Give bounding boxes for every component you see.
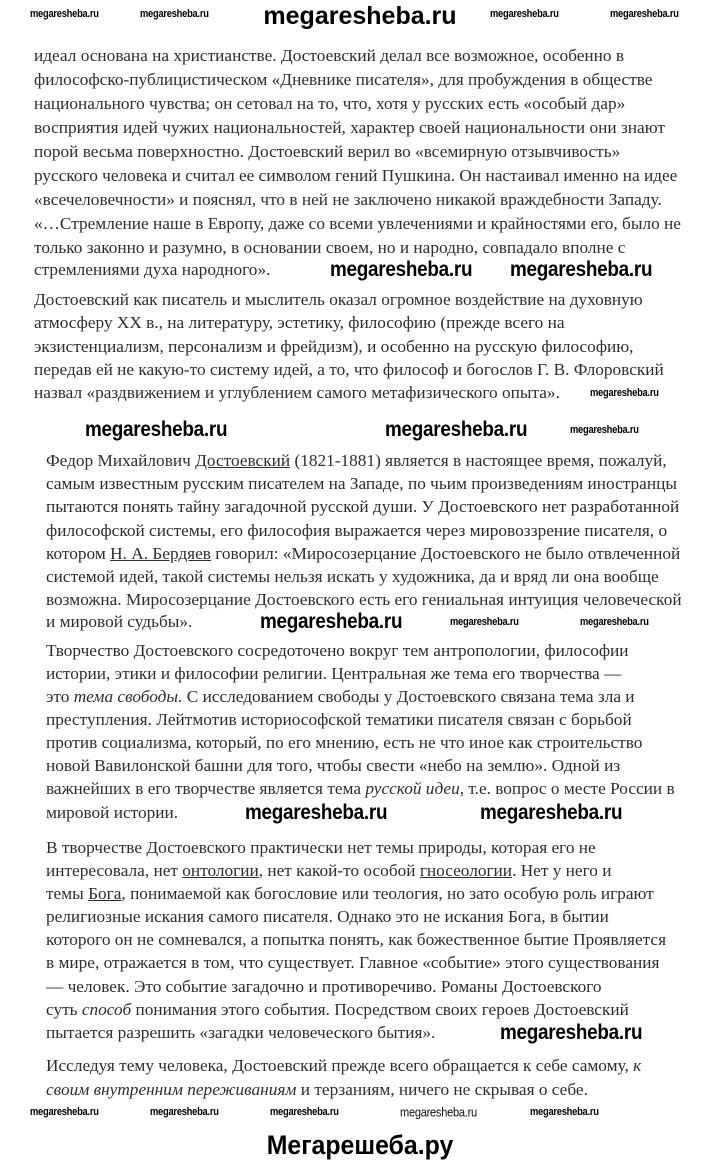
text-segment: возможна. Миросозерцание Достоевского есть его гениальная интуиция человеческой xyxy=(46,590,682,609)
text-segment: религиозные искания самого писателя. Однако это не искания Бога, в бытии xyxy=(46,907,609,926)
text-line xyxy=(46,884,654,904)
text-segment: самым известным русским писателем на Западе, по чьим произведениям иностранцы xyxy=(46,474,677,493)
text-segment: экзистенциализм, персонализм и фрейдизм), и особенно на русскую философию, xyxy=(34,337,634,356)
italic-text: русской идеи, xyxy=(365,779,465,798)
text-line xyxy=(46,977,602,997)
watermark: megaresheba.ru xyxy=(245,801,388,824)
link-text[interactable]: онтологии xyxy=(182,861,259,880)
text-segment: в мире, отражается в том, что существует. Главное «событие» этого существования xyxy=(46,953,660,972)
text-segment: восприятия идей чужих национальностей, характер своей национальности они знают xyxy=(34,118,665,137)
text-segment: «…Стремление наше в Европу, даже со всеми увлечениями и крайностями его, было не xyxy=(34,214,681,233)
text-line xyxy=(34,290,643,310)
text-segment: Творчество Достоевского сосредоточено вокруг тем антропологии, философии xyxy=(46,641,629,660)
text-line xyxy=(46,664,621,684)
text-line xyxy=(46,733,642,753)
text-segment: философско-публицистическом «Дневнике писателя», для пробуждения в обществе xyxy=(34,70,653,89)
text-line xyxy=(46,451,667,471)
watermark: megaresheba.ru xyxy=(590,387,659,399)
text-line xyxy=(46,930,666,950)
watermark: megaresheba.ru xyxy=(530,1106,599,1118)
text-segment: Федор Михайлович xyxy=(46,451,196,470)
text-segment: (1821-1881) является в настоящее время, пожалуй, xyxy=(290,451,667,470)
text-line xyxy=(46,544,680,564)
text-line xyxy=(46,1056,641,1076)
footer-watermark: Мегарешеба.ру xyxy=(266,1130,454,1160)
text-segment: пытаются понять тайну загадочной русской души. У Достоевского нет разработанной xyxy=(46,497,680,516)
text-line xyxy=(46,953,659,973)
text-line xyxy=(46,1000,629,1020)
text-line xyxy=(34,360,664,380)
watermark: megaresheba.ru xyxy=(450,616,519,628)
text-segment: суть xyxy=(46,1000,82,1019)
watermark: megaresheba.ru xyxy=(580,616,649,628)
text-segment: . Нет у него и xyxy=(512,861,612,880)
text-line xyxy=(46,521,667,541)
text-segment: преступления. Лейтмотив историософской тематики писателя связан с борьбой xyxy=(46,710,632,729)
link-text[interactable]: Достоевский xyxy=(195,451,291,470)
text-segment: С исследованием свободы у Достоевского связана тема зла и xyxy=(182,687,635,706)
text-segment: мировой истории. xyxy=(46,803,179,822)
text-line xyxy=(46,710,632,730)
text-line xyxy=(46,497,679,517)
watermark: megaresheba.ru xyxy=(500,1021,643,1044)
text-segment: и терзаниям, ничего не скрывая о себе. xyxy=(296,1080,588,1099)
text-segment: истории, этики и философии религии. Центральная же тема его творчества — xyxy=(46,664,622,683)
watermark: megaresheba.ru xyxy=(330,258,473,281)
text-segment: понимания этого события. Посредством своих героев Достоевский xyxy=(131,1000,629,1019)
text-line xyxy=(46,803,178,823)
text-line xyxy=(34,118,665,138)
text-line xyxy=(34,70,652,90)
text-line xyxy=(46,861,611,881)
text-line xyxy=(46,1023,435,1043)
text-segment: — человек. Это событие загадочно и противоречиво. Романы Достоевского xyxy=(46,977,602,996)
watermark: megaresheba.ru xyxy=(30,8,99,20)
text-line xyxy=(34,383,560,403)
text-line xyxy=(46,590,682,610)
text-segment: «всечеловечности» и пояснял, что в ней не заключено никакой враждебности Западу. xyxy=(34,190,662,209)
text-line xyxy=(46,756,620,776)
text-segment: атмосферу XX в., на литературу, эстетику, философию (прежде всего на xyxy=(34,313,565,332)
watermark: megaresheba.ru xyxy=(570,424,639,436)
watermark: megaresheba.ru xyxy=(490,8,559,20)
text-segment: Достоевский как писатель и мыслитель оказал огромное воздействие на духовную xyxy=(34,290,643,309)
watermark: megaresheba.ru xyxy=(85,418,228,441)
italic-text: способ xyxy=(81,1000,132,1019)
text-segment: , понимаемой как богословие или теология, но зато особую роль играют xyxy=(121,884,654,903)
text-segment: передав ей не какую-то систему идей, а то, что философ и богослов Г. В. Флоровский xyxy=(34,360,664,379)
text-segment: идеал основана на христианстве. Достоевский делал все возможное, особенно в xyxy=(34,46,625,65)
text-line xyxy=(46,1080,588,1100)
text-line xyxy=(34,46,624,66)
text-segment: системой идей, такой системы нельзя искать у художника, да и вряд ли она вообще xyxy=(46,567,659,586)
watermark: megaresheba.ru xyxy=(150,1106,219,1118)
text-line xyxy=(34,260,270,280)
text-line xyxy=(46,687,635,707)
italic-text: тема свободы. xyxy=(73,687,183,706)
watermark: megaresheba.ru xyxy=(30,1106,99,1118)
text-segment: новой Вавилонской башни для того, чтобы свести «небо на землю». Одной из xyxy=(46,756,621,775)
watermark: megaresheba.ru xyxy=(480,801,623,824)
text-segment: интересовала, нет xyxy=(46,861,183,880)
text-line xyxy=(34,313,565,333)
watermark: megaresheba.ru xyxy=(610,8,679,20)
watermark: megaresheba.ru xyxy=(140,8,209,20)
text-segment: это xyxy=(46,687,74,706)
link-text[interactable]: гносеологии xyxy=(419,861,513,880)
watermark: megaresheba.ru xyxy=(385,418,528,441)
italic-text: к xyxy=(633,1056,642,1075)
text-line xyxy=(34,238,625,258)
text-line xyxy=(46,779,675,799)
watermark: megaresheba.ru xyxy=(270,1106,339,1118)
text-line xyxy=(34,142,620,162)
text-line xyxy=(46,474,677,494)
text-segment: только законно и разумно, в основании своем, но и народно, совпадало вполне с xyxy=(34,238,626,257)
text-segment: пытается разрешить «загадки человеческого бытия». xyxy=(46,1023,436,1042)
italic-text: своим внутренним переживаниям xyxy=(46,1080,297,1099)
text-segment: которого он не сомневался, а попытка понять, как божественное бытие Проявляется xyxy=(46,930,667,949)
text-line xyxy=(34,166,677,186)
text-segment: русского человека и считал ее символом гений Пушкина. Он настаивал именно на идее xyxy=(34,166,678,185)
link-text[interactable]: Бога xyxy=(88,884,122,903)
text-segment: против социализма, который, по его мнению, есть не что иное как строительство xyxy=(46,733,643,752)
text-segment: котором xyxy=(46,544,111,563)
text-segment: темы xyxy=(46,884,89,903)
text-line xyxy=(46,567,659,587)
text-line xyxy=(46,907,609,927)
text-segment: назвал «раздвижением и углублением самого метафизического опыта». xyxy=(34,383,560,402)
text-segment: важнейших в его творчестве является тема xyxy=(46,779,366,798)
text-line xyxy=(46,838,596,858)
text-segment: и мировой судьбы». xyxy=(46,612,193,631)
link-text[interactable]: Н. А. Бердяев xyxy=(110,544,211,563)
text-line xyxy=(34,214,681,234)
text-segment: , нет какой-то особой xyxy=(258,861,420,880)
text-line xyxy=(46,641,629,661)
text-segment: т.е. вопрос о месте России в xyxy=(464,779,675,798)
text-line xyxy=(34,190,662,210)
text-line xyxy=(34,94,625,114)
text-segment: В творчестве Достоевского практически нет темы природы, которая его не xyxy=(46,838,596,857)
text-segment: национального чувства; он сетовал на то, что, хотя у русских есть «особый дар» xyxy=(34,94,626,113)
text-line xyxy=(46,612,192,632)
text-segment: Исследуя тему человека, Достоевский прежде всего обращается к себе самому, xyxy=(46,1056,634,1075)
text-line xyxy=(34,337,634,357)
text-segment: стремлениями духа народного». xyxy=(34,260,271,279)
watermark: megaresheba.ru xyxy=(260,610,403,633)
text-segment: говорил: «Миросозерцание Достоевского не было отвлеченной xyxy=(210,544,681,563)
watermark: megaresheba.ru xyxy=(510,258,653,281)
text-segment: философской системы, его философия выражается через мировоззрение писателя, о xyxy=(46,521,668,540)
header-watermark: megaresheba.ru xyxy=(263,2,457,30)
watermark: megaresheba.ru xyxy=(400,1104,477,1120)
text-segment: порой весьма поверхностно. Достоевский верил во «всемирную отзывчивость» xyxy=(34,142,621,161)
